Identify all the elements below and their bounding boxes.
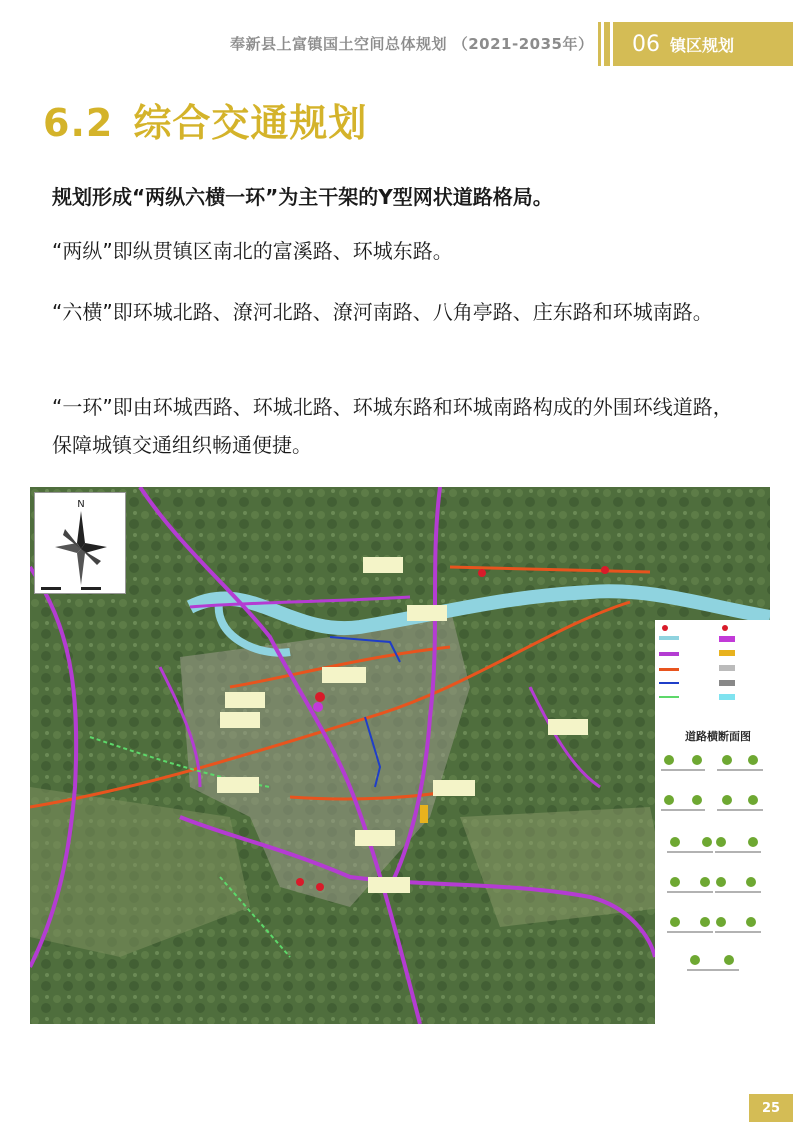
north-arrow-panel [34, 492, 126, 594]
chapter-tab [622, 22, 793, 66]
map-legend [655, 620, 770, 1024]
paragraph-two-vertical: “两纵”即纵贯镇区南北的富溪路、环城东路。 [52, 239, 453, 263]
section-number: 6.2 [43, 101, 114, 145]
paragraph-one-ring: “一环”即由环城西路、环城北路、环城东路和环城南路构成的外围环线道路，保障城镇交通组织畅通便捷。 [52, 395, 733, 457]
north-arrow-icon [35, 493, 127, 595]
svg-text:N: N [77, 499, 85, 510]
cross-section-legend-title: 道路横断面图 [685, 730, 751, 743]
legend-swatches [655, 620, 770, 1024]
traffic-plan-map [30, 487, 770, 1024]
chapter-label: 镇区规划 [670, 35, 735, 55]
chapter-number: 06 [632, 31, 660, 57]
section-heading [43, 92, 367, 147]
document-title: 奉新县上富镇国土空间总体规划 （2021-2035年） [230, 35, 594, 53]
paragraph-six-horizontal: “六横”即环城北路、潦河北路、潦河南路、八角亭路、庄东路和环城南路。 [52, 300, 713, 324]
page-number: 25 [749, 1094, 793, 1122]
header-decoration-bars [598, 22, 624, 66]
lead-paragraph: 规划形成“两纵六横一环”为主干架的Y型网状道路格局。 [52, 185, 553, 209]
section-title: 综合交通规划 [133, 101, 368, 145]
